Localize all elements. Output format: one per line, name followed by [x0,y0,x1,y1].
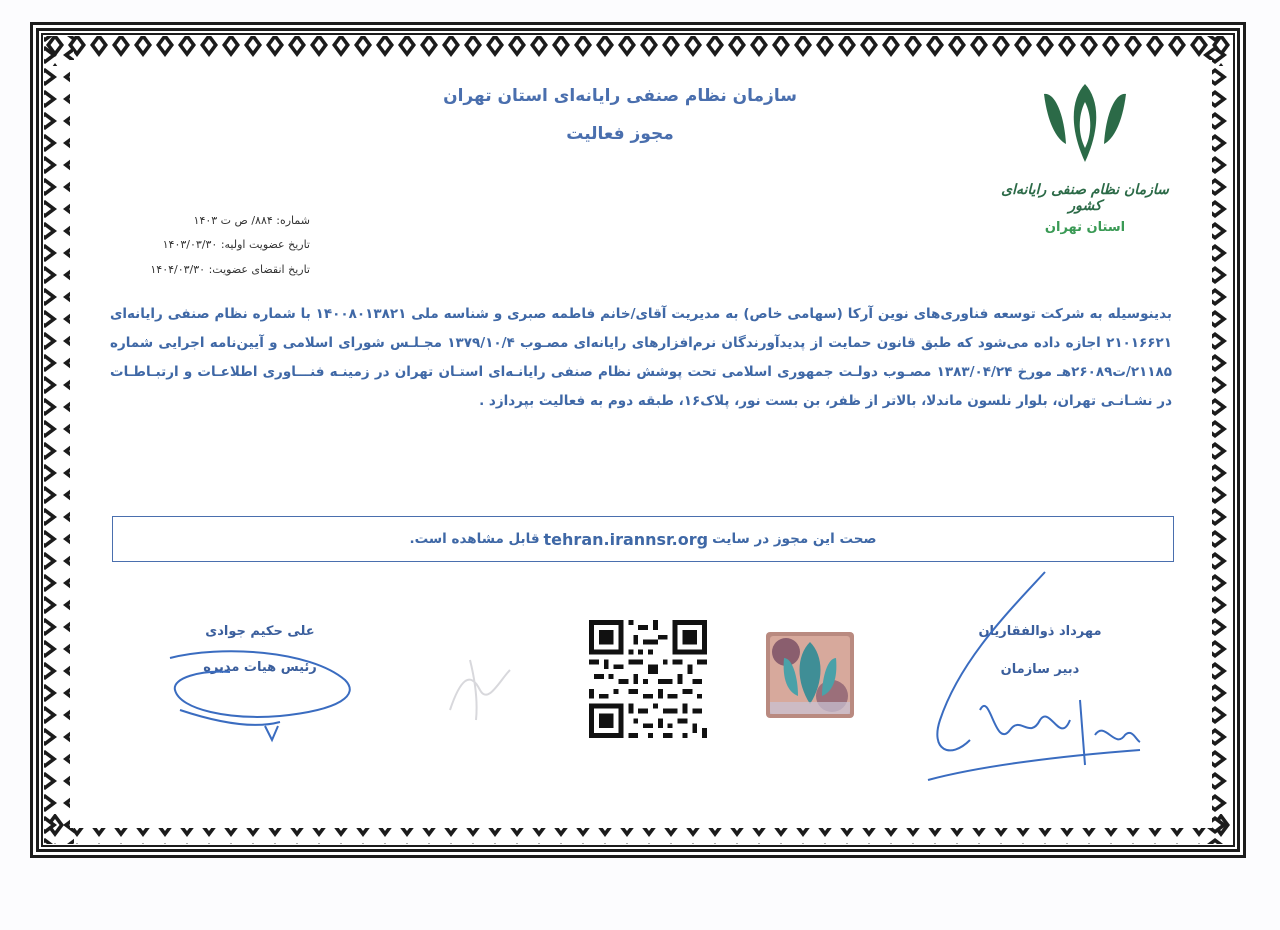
initial-membership-date: تاریخ عضویت اولیه: ۱۴۰۳/۰۳/۳۰ [162,238,310,251]
organization-logo [1000,82,1170,247]
verification-prefix: صحت این مجوز در سایت [712,531,877,547]
org-title: سازمان نظام صنفی رایانه‌ای استان تهران [443,86,797,106]
membership-expiry-date: تاریخ انقضای عضویت: ۱۴۰۴/۰۳/۳۰ [150,263,310,276]
license-body-text: بدینوسیله به شرکت توسعه فناوری‌های نوین آرکا (سهامی خاص) به مدیریت آقای/خانم فاطمه صبری و شناسه ملی ۱۴۰۰۸۰۱۳۸۲۱ با شماره نظام صنفی رایانه‌ای ۲۱۰۱۶۶۲۱ اجازه داده می‌شود که طبق قانون حمایت از پدیدآورندگان نرم‌افزارهای رایانه‌ای مصـوب ۱۳۷۹/۱۰/۴ مجـلـس شورای اسلامی و آیین‌نامه اجرایی شماره ۲۱۱۸۵/ت۲۶۰۸۹هـ مورخ ۱۳۸۳/۰۴/۲۴ مصـوب دولـت جمهوری اسلامی تحت پوشش نظام صنفی رایانـه‌ای استـان تهران در زمینـه فنـــاوری اطلاعـات و ارتبـاطـات در نشـانـی تهران، بلوار نلسون ماندلا، بالاتر از ظفر، بن بست نور، پلاک۱۶، طبقه دوم به فعالیت بپردازد . [110,306,1173,409]
qr-code [588,620,708,738]
right-signatory-name: مهرداد ذوالفقاریان [978,624,1102,639]
license-number: شماره: ۸۸۴/ ص ت ۱۴۰۳ [193,214,310,227]
verification-box [112,516,1174,562]
verification-suffix: قابل مشاهده است. [409,531,540,547]
logo-org-text: سازمان نظام صنفی رایانه‌ای کشور [1001,182,1169,214]
right-signatory-title: دبیر سازمان [1000,662,1080,677]
hologram-seal [766,632,854,718]
nsr-logo-icon [1040,82,1130,164]
left-signatory-title: رئیس هیات مدیره [203,660,317,675]
left-signature-scribble [160,640,360,750]
logo-province: استان تهران [1044,220,1126,235]
verification-site-link[interactable]: tehran.irannsr.org [543,529,709,549]
left-signatory-name: علی حکیم جوادی [205,624,315,639]
faint-signature [430,650,540,730]
right-signature-scribble [920,570,1150,790]
document-title: مجوز فعالیت [566,124,674,144]
